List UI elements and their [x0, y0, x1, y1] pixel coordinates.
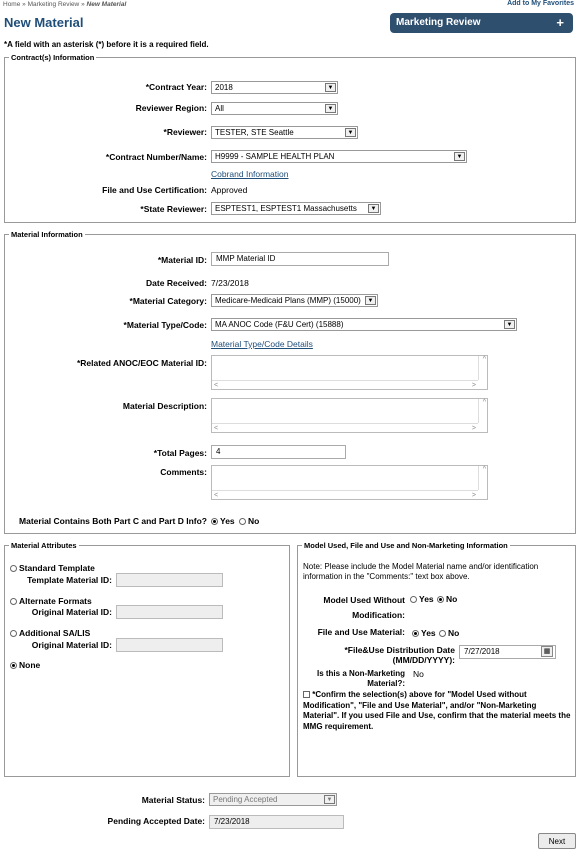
marketing-review-panel-button[interactable] [390, 13, 573, 33]
material-type-code-details-link[interactable]: Material Type/Code Details [211, 339, 313, 349]
related-anoc-textarea[interactable] [211, 355, 488, 390]
calendar-icon[interactable]: ▦ [541, 646, 553, 657]
material-status-select[interactable]: Pending Accepted ▼ [209, 793, 337, 806]
additional-sa-lis-label: Additional SA/LIS [19, 628, 91, 638]
non-marketing-value: No [413, 669, 424, 679]
none-label: None [19, 660, 41, 670]
chevron-left-icon: < [214, 382, 219, 389]
comments-label: Comments: [160, 467, 207, 477]
horizontal-scrollbar[interactable] [212, 490, 478, 499]
file-use-material-label: File and Use Material: [317, 627, 405, 637]
model-used-legend: Model Used, File and Use and Non-Marketing Information [304, 541, 508, 550]
additional-sa-lis-radio[interactable] [10, 630, 17, 637]
state-reviewer-label: *State Reviewer: [140, 204, 207, 214]
additional-original-material-id-input[interactable] [116, 638, 223, 652]
total-pages-input[interactable]: 4 [211, 445, 346, 459]
chevron-down-icon: ▼ [325, 83, 336, 92]
chevron-down-icon: ▼ [365, 296, 376, 305]
date-received-label: Date Received: [146, 278, 207, 288]
material-attributes-legend: Material Attributes [11, 541, 77, 550]
chevron-down-icon: ▼ [504, 320, 515, 329]
file-use-certification-value: Approved [211, 185, 248, 195]
cobrand-information-link[interactable]: Cobrand Information [211, 169, 289, 179]
related-anoc-label: *Related ANOC/EOC Material ID: [76, 358, 207, 368]
reviewer-region-label: Reviewer Region: [135, 103, 207, 113]
chevron-down-icon: ▼ [324, 795, 335, 804]
file-use-yes-label: Yes [421, 628, 436, 638]
confirm-selection-checkbox[interactable] [303, 691, 310, 698]
breadcrumb-current: New Material [86, 1, 127, 8]
breadcrumb-home[interactable]: Home [3, 1, 21, 8]
total-pages-label: *Total Pages: [153, 448, 207, 458]
alternate-original-material-id-input[interactable] [116, 605, 223, 619]
breadcrumb-separator: » [81, 1, 85, 8]
chevron-left-icon: < [214, 425, 219, 432]
material-id-label: *Material ID: [157, 255, 207, 265]
pending-accepted-date-label: Pending Accepted Date: [107, 816, 205, 826]
alternate-formats-radio[interactable] [10, 598, 17, 605]
chevron-down-icon: ▼ [454, 152, 465, 161]
breadcrumb-separator: » [22, 1, 26, 8]
material-description-label: Material Description: [122, 401, 207, 411]
chevron-right-icon: > [471, 425, 476, 432]
model-used-yes-label: Yes [419, 594, 434, 604]
non-marketing-label: Is this a Non-Marketing Material?: [316, 669, 405, 688]
material-information-legend: Material Information [11, 230, 83, 239]
distribution-date-label: *File&Use Distribution Date (MM/DD/YYYY): [344, 645, 455, 665]
state-reviewer-select[interactable]: ESPTEST1, ESPTEST1 Massachusetts ▼ [211, 202, 381, 215]
next-button[interactable]: Next [538, 833, 576, 849]
reviewer-select[interactable]: TESTER, STE Seattle ▼ [211, 126, 358, 139]
material-status-label: Material Status: [141, 795, 205, 805]
part-cd-no-label: No [248, 516, 260, 526]
horizontal-scrollbar[interactable] [212, 380, 478, 389]
model-used-note: Note: Please include the Model Material name and/or identification information in the "Comments:" text box above. [303, 562, 539, 581]
chevron-down-icon: ▼ [368, 204, 379, 213]
none-radio[interactable] [10, 662, 17, 669]
model-used-yes-radio[interactable] [410, 596, 417, 603]
contract-number-label: *Contract Number/Name: [105, 152, 207, 162]
chevron-up-icon: ^ [482, 466, 486, 473]
contract-year-label: *Contract Year: [145, 82, 207, 92]
chevron-down-icon: ▼ [325, 104, 336, 113]
none-option [10, 660, 40, 670]
model-used-no-label: No [446, 594, 458, 604]
marketing-review-label: Marketing Review [396, 17, 481, 28]
breadcrumb-marketing-review[interactable]: Marketing Review [27, 1, 80, 8]
chevron-up-icon: ^ [482, 399, 486, 406]
additional-original-material-id-label: Original Material ID: [31, 640, 112, 650]
confirm-selection-text: *Confirm the selection(s) above for "Model Used without Modification", "File and Use Material", and/or "Non-Marketing Material". If you used File and Use, confirm that the material meets the MMG requirement. [303, 690, 571, 731]
chevron-right-icon: > [471, 382, 476, 389]
part-cd-label: Material Contains Both Part C and Part D Info? [19, 516, 207, 526]
chevron-down-icon: ▼ [345, 128, 356, 137]
contract-number-select[interactable]: H9999 - SAMPLE HEALTH PLAN ▼ [211, 150, 467, 163]
model-used-without-mod-label: Model Used Without Modification: [323, 595, 405, 620]
material-description-textarea[interactable] [211, 398, 488, 433]
chevron-up-icon: ^ [482, 356, 486, 363]
reviewer-region-select[interactable]: All ▼ [211, 102, 338, 115]
plus-icon: + [556, 15, 564, 30]
horizontal-scrollbar[interactable] [212, 423, 478, 432]
model-used-radio-group [410, 594, 457, 604]
add-to-favorites-link[interactable]: Add to My Favorites [507, 0, 574, 7]
file-use-no-label: No [448, 628, 460, 638]
file-use-yes-radio[interactable] [412, 630, 419, 637]
part-cd-radio-group [211, 516, 259, 526]
reviewer-label: *Reviewer: [163, 127, 207, 137]
standard-template-radio[interactable] [10, 565, 17, 572]
standard-template-option [10, 563, 95, 573]
alternate-formats-option [10, 596, 92, 606]
material-id-input[interactable]: MMP Material ID [211, 252, 389, 266]
additional-sa-lis-option [10, 628, 90, 638]
alternate-original-material-id-label: Original Material ID: [31, 607, 112, 617]
part-cd-yes-radio[interactable] [211, 518, 218, 525]
file-use-certification-label: File and Use Certification: [102, 185, 207, 195]
confirm-selection-option [303, 690, 571, 732]
model-used-no-radio[interactable] [437, 596, 444, 603]
material-type-code-select[interactable]: MA ANOC Code (F&U Cert) (15888) ▼ [211, 318, 517, 331]
date-received-value: 7/23/2018 [211, 278, 249, 288]
template-material-id-input[interactable] [116, 573, 223, 587]
file-use-no-radio[interactable] [439, 630, 446, 637]
alternate-formats-label: Alternate Formats [19, 596, 92, 606]
distribution-date-input[interactable]: 7/27/2018 [459, 645, 556, 659]
material-type-code-label: *Material Type/Code: [123, 320, 207, 330]
standard-template-label: Standard Template [19, 563, 95, 573]
file-use-radio-group [412, 628, 459, 638]
breadcrumb [3, 1, 126, 8]
contract-information-legend: Contract(s) Information [11, 53, 95, 62]
material-category-select[interactable]: Medicare-Medicaid Plans (MMP) (15000) ▼ [211, 294, 378, 307]
template-material-id-label: Template Material ID: [27, 575, 112, 585]
material-category-label: *Material Category: [129, 296, 207, 306]
pending-accepted-date-input[interactable]: 7/23/2018 [209, 815, 344, 829]
chevron-left-icon: < [214, 492, 219, 499]
required-field-note: *A field with an asterisk (*) before it is a required field. [4, 40, 209, 49]
part-cd-yes-label: Yes [220, 516, 235, 526]
chevron-right-icon: > [471, 492, 476, 499]
contract-year-select[interactable]: 2018 ▼ [211, 81, 338, 94]
page-title: New Material [4, 15, 84, 30]
part-cd-no-radio[interactable] [239, 518, 246, 525]
comments-textarea[interactable] [211, 465, 488, 500]
